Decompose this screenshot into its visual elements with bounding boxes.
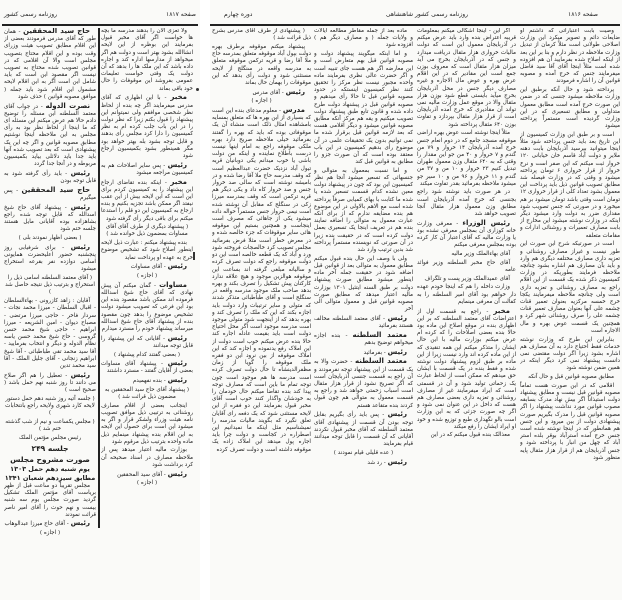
separator: -	[65, 521, 71, 528]
speech-text: همان طور که آقای مدرس فرمودند بعضی از این اقلام مطابق تصویب هیئت وزرای وقت بوده و این اقلام محتاج بتصویب مجلس است والا آن اقلامی که در قوانین تصویب شده محتاج به تصویب نیست اگر مقصود این است که باید شامل این است اگر به این اقلام لایحه مشمول این اقلام شود باید جمله ( موافق مصوبه قوانین ) حذف شود	[4, 29, 96, 100]
paragraph: ( پیشنهادی از طرف آقای مدرس بشرح ذیل قرائت شد )	[212, 28, 311, 42]
right-page-column-2	[417, 28, 516, 548]
separator: -	[156, 361, 168, 368]
paragraph: و اما نسبت بمعمول به متوالی و جنسهائی که تسعیر میشود آنجا هم نظر کمیسیون این بود که چون در پیشنهاد دولت معین نشده کدام قسمت تسعیر شده یا شده ما کتابت با بهای کمیابی صرفاً پرداخته شده است مع الاهم بالاولی در این موضوع هم بنده مضایقه ندارم که از برای آنکه عبارت معمول به متوالی را اضافه نمایند بنده هم در تعریف اینجا یک تسعیری بعمل دولت کرده است که در حقیقت بنده زیرا در آن صورتی که نویسنده مستمراً پرداخته شد بدین ترتیب وارد شد	[314, 167, 413, 254]
speaker-name: معتمد السلطنه	[354, 357, 408, 366]
paragraph: پرداخته شود و حال آنکه برطبق این وزارت ملاحظه میشود جنسی که در ضمن این صورت خرج آمده است مطابق معمول متداولی و مطابق تسعیری که در این وزارت گردیده است مستمراً پرداخته میشود	[520, 87, 620, 130]
speaker-name: رئیس	[70, 242, 91, 251]
separator: -	[160, 95, 171, 102]
separator: -	[277, 108, 283, 115]
paragraph: است در صورتیکه شرح این صورت این طور نیست و غیراز مصارف روشنائی و تعزیه داری مصارف مختلفه دیگری هم وارد و باید بآن مصارف هم اشاره بشود چنانچه ملاحظه فرمایند بطوریکه در وزارت کمیسیون ذکر شده یک قسمت از این اقلام راجع به مصارف روشنائی و تعزیه داری است ولی چنانچه ملاحظه میفرمایند یکجا خرج خمسه مرکزیه بعنوان تعمیر قنات چشمه علی آنها بعنوان مصارف تعمیر قنات چشمه علی را صرف روشنائی شهر کرد و همچنین یک قسمت عوض بهره و مال الاجاره است	[520, 241, 620, 334]
speech-text: آقای سید المحققین	[117, 471, 162, 478]
separator: -	[160, 335, 168, 342]
column-divider	[98, 28, 100, 528]
left-page-column-right	[101, 28, 193, 573]
speaker-paragraph	[101, 282, 193, 333]
speaker-paragraph	[4, 520, 96, 528]
right-page-header	[214, 8, 618, 22]
speaker-name: رئیس	[387, 410, 407, 419]
paragraph: آقایان : زاهد کازرونی - بهاءالسلطان - اقبال السلطان - میرزا محمد نجات - سردار فاخر - حاجی میرزا مرتضی - مصباح دیوان - امین الشریعه - میرزا ابراهیم - حاجی شیخ محمد حسن گروسی - حاج شیخ محمد حسن یاسه نظام الدوله و دیگر و انتخاب بفرمایید - آقا سید محمد تقی طباطبائی - آقا شیخ ابراهیم زنجانی - آقای جلیل الملک - آقا سید محمد تدین	[4, 298, 96, 369]
speaker-name: مخبر	[170, 93, 187, 102]
speaker-paragraph	[4, 103, 96, 169]
speaker-paragraph	[314, 411, 413, 448]
separator: -	[55, 244, 71, 251]
separator: -	[161, 179, 171, 186]
speech-text: در جواب آقای معتمد السلطنه این مسئله را توضیح دادم حالا هم عرض میکنم این مسئله ای که ما اینجا از لحاظ نظر بود به رأی مجلس به این ملاحظه اینجا نوشتیم مطابق مصوبه قوانین و اگر چه این یک پیشنهادی است که بعد تصویب شده آنها باید جدا باید دلائلی بیاید بکمیسیون مربوطه و در آنجا جدا گردد	[4, 103, 96, 168]
speaker-paragraph	[417, 220, 516, 250]
left-page-number: صفحه ۱۸۱۷	[165, 11, 196, 18]
speaker-paragraph	[101, 94, 193, 160]
speaker-paragraph	[101, 263, 193, 271]
session-heading: جلسه ۲۴۹	[31, 443, 69, 453]
paragraph: بوزارت مالیه اعتبار میدهد پس از ملاحظه مصارف در اسناد صحیحه آن کرد برداشت شود	[101, 447, 193, 468]
procedural-note: ( بعضی گفتند کدام پیشنهاد )	[113, 351, 181, 358]
separator: -	[162, 471, 168, 478]
speaker-name: مخبر	[493, 306, 510, 315]
speaker-name: رئیس	[167, 160, 187, 169]
separator: -	[481, 308, 494, 315]
paragraph: بنده پیشنهاد میکنم : عبارت ذیل لایحه اینطور اصلاح شود که تشخیص موضوع خرج به عهده او پرداخت نماید	[101, 240, 193, 261]
speech-text: آقایانی که این پیشنهاد را قابل توجه میدانند	[101, 335, 193, 349]
speaker-paragraph	[314, 349, 413, 357]
speaker-name: رئیس	[387, 457, 407, 466]
procedural-note: ( جلسه آتیه روز شنبه دهم حمل دستور لایحه کارد شهری ولایحه راجع بانتخابات )	[5, 395, 95, 417]
speaker-name: حاج سید المحققین	[21, 185, 90, 194]
right-header-rule	[210, 24, 620, 26]
speech-text: بنده اجازه میخواهم توضیح بدهم	[314, 332, 413, 347]
paragraph: اینجانب بعضی از اقلام مصارف روشنائی به ترتیبی ذیل موافق تصویب نامه هیئت وزراء ولشکر قرار و اگر به میشود این است برای حصول این لایحه به این اقلام بنده پیشنهاد مینمایم ذیل ماده واحده بترتیب ذیل مرقوم شود	[101, 402, 193, 445]
speaker-name: رئیس	[167, 376, 187, 385]
speaker-name: رئیس	[70, 519, 90, 528]
separator: -	[38, 103, 46, 110]
speaker-name: رئیس الوزراء	[462, 218, 510, 227]
scan-mark	[196, 88, 199, 91]
speaker-paragraph	[101, 335, 193, 350]
speaker-name: مدرس	[282, 106, 305, 115]
separator: -	[151, 282, 160, 289]
speaker-paragraph	[101, 377, 193, 385]
right-page-column-1	[520, 28, 620, 548]
paragraph: در هر صورت باید نوشته شود راجع بجنسی که خرج آمده آذربایجان است مطابق وزن معمول هزار مثقال آنجا تصویب خواهد شد	[417, 189, 516, 218]
paragraph: آقای بهاءالملک وزیر مالیه	[451, 251, 510, 258]
speaker-name: رئیس	[70, 202, 90, 211]
procedural-note: ( بعضی اظهار نمودند بلی )	[18, 234, 82, 241]
speaker-name: مخبر	[170, 177, 188, 186]
procedural-note: ( پیشنهاد دیگری از طرف آقای آقای مساوات بمضمون ذیل خوانده شد )	[105, 224, 189, 238]
speech-text: باید رأی گرفته شود به قابل توجه بودن	[4, 170, 96, 185]
speech-text: آقای مساوات	[130, 264, 162, 271]
speaker-name: مساوات	[159, 280, 187, 289]
separator: -	[161, 162, 168, 169]
speaker-name: نصرت الدوله	[45, 101, 90, 110]
speaker-name: رئیس	[167, 262, 187, 271]
speaker-paragraph	[101, 179, 193, 223]
paragraph: ولا تعزی الآن را بدهند مدرسه ما بچه ها خواست اگر آقای مخبر قبول بفرمایند این بوظره از این لایحه انشاالله بشود بهتر است و دولت هم اگر میخواهد از مدارسها اداره کند و اجاره داده باشد که این ملک ها را بدهد که آن دولت یک وقتی خواست تعلیمات عمومی بفروشد این موقوفات را حال خود باقی بماند	[101, 28, 193, 92]
procedural-note: ( آقای معتمد السلطنه اسامی ذیل را استخراج و بترتیب ذیل نتیجه حاصل شد )	[5, 275, 95, 296]
speaker-paragraph	[212, 89, 311, 97]
speech-text: اینکه بنده تقاضای ارجاع این پیشنهاد را به کمیسیون کردم برای این است که این لایحه بیش از این عقب نیفتد اگر ممکن باشد تجزیه بکنیم و بنده ارجاع به کمیسیون این دو قلم را استدعا میکنم برای باقی دیگر رأی گرفته شود	[101, 179, 193, 222]
speaker-name: رئیس	[70, 168, 91, 177]
speaker-name: رئیس	[167, 469, 187, 478]
speech-text: پیشنهاد آقای مساوات بعضی از آقایان گفتند - مسترد داشتند	[101, 361, 193, 375]
speaker-paragraph	[4, 204, 96, 234]
paragraph: آقای عمیدالملک وزیر پست و تلگراف	[424, 275, 510, 282]
separator: -	[382, 349, 388, 356]
speech-text: تعطیل را هم اگر صلاح می دانند تا روز شنبه نهم حمل باشد ( صحیح است )	[4, 372, 96, 394]
speaker-paragraph	[101, 360, 193, 375]
paragraph: معذالک بنده قبول میکنم که در این	[430, 432, 510, 439]
paragraph: ولی با وصف این حال بنده قبول میکنم مطابق معمول به متوالی بعد از قوانین قبل اضافه شود در حقیقت جمله آخر ماده اینطور میشود مطابق صورت پیشنهاد دولت بر طبق السنه ایتئیل ۱۳۰۱ بوزارت مالیه اعتبار میدهد که مطابق صورت مصوبه قوانین قبل و معمول متوالی الی آخر	[314, 255, 413, 313]
speaker-name: رئیس	[70, 370, 90, 379]
scan-mark	[193, 252, 195, 260]
speaker-paragraph	[314, 332, 413, 347]
separator: -	[382, 459, 388, 466]
speaker-paragraph	[4, 187, 96, 202]
speech-text: معلوم مدعای بنده این است که بسیاری از این بهره ها که متعلق بمسایه بامشاهده امثال ذلک است منشاء آن یک موقوفاتی بوده که باید که بهره را گفتند بفرمائید خیلی ملاحظه صریح دارد بهره ملکی موقوفه راجع به امام اینها نیست درست باطلاع نماینده و اینکه من دولت باشی یا خوب میدانم یکی دوبانیان قریه تیول آباد نزدیک حضرت عبدالعظیم است که وقف مدرسه حاج ملا آقا رضا شده و در بامیشه نوشته است که سالی صد خروار جنس و صد خروار کاه داد و یکی دیگر هم قریه ترکمن است که وقف بمدرسه میرزا زکی در سنگلج که مقابل آن نوشته شده است نیمی خروار جنس مستمراً حواله داده میشود یکی از جاهائی که مصرف است اینجاست و همچنین بستیم این موقوفه هائی سایر موقوفات که جزء خالصه شده و در معرض خطر است مثلا فرض بفرمائید مجلس تصویب کرد خالصجات فروخته شود ورد و آباد که یک قطعه خالصه است این دو دولت موقوفه راجع که دولت تصرف کرده و سالیانه مبلغی گرفته اند بساعت این موقوفه هوالزین موجود و هیچ علاقه ندارد کارکنان پیش تشکیل را تصرف بکند و بهره بدهد صاحب ملک موجود مدرسه واقعه در سنگلج است و آقای طباطبائی متذکر شدند که متولی و سایر ترتیبات وارد دولت باید اجازه بکند که این که ملک را تصرف کند و بهره بدهد که از اینجهت شود متولی موجود است مدرسه موجود است اگر محل احتیاج دولت است باید بقیمت عادله اجاره کند حالا بنده عرض میکنم خوب است دولت از این املاک رفع یدنموده و اجازه کند که این املاک موقوفه از بین نرود این دو فقره ملک موقوفه را گویا از زمان مظفرالدینشاه تا حال دولت تصرف کرده است مدرسه ها هم موجود است چون توجه تمام ما باین است که مصارف توجه پیدا کند بنده تقاضا میکنم حال خودمان را به خودشان واگذار کنند خوب است آقای مخبر قبول بفرمایند این دو فقره از این لایحه مستثنی شود که یک دفعه رای آقایان تعلق نگیرد که بگویند مالیات مدرسه را نمیشناسیم مثل اینکه ما نمیدانیم این اصطراره در کجاست و دولت چرا باید اجاره پول میدهد این املاک زاده یک موقوفه داشته است و دولت تصرف کرده	[212, 108, 311, 453]
speaker-paragraph	[101, 162, 193, 177]
speech-text: با این اظهاری که آقای مدرس میفرمایند اگر چه بنده از لحاظ نظر شخصی موافقم ولی نمیتوانم این پیشنهاد را قبول بکنم زیرا که نظر دولت را در این باب جلب کرده ام به نظر کمیسیون را دارا کرد مجلس رأی بدهند و قابل توجه بشود بله بهتر خواهد بود مگر همینطور بشود بکمیسیون ارجاع شود	[101, 95, 193, 159]
speaker-name: رئیس	[167, 333, 187, 342]
right-page-column-3	[314, 28, 413, 563]
separator: -	[162, 378, 168, 385]
paragraph: وزارت داخله را هم که اینجا خودم عهده دار خواهم بود آقای امیر السلطنه را به کفالت آن معرفی مینمایم	[417, 284, 516, 305]
speech-text: راجع به قسمت اول از اعتراضات آقای معتمد السلطنه که بر این اظهاری بنده در موقع اصلاح این ماده بود حالا بنده بعضی اصلاحات را که کرده ام عرض میکنم بوزارت مالیه با این حال ایشان را متذکر میکنم این همه تنقیدی که از این ماده کرده اند وارد نیست زیرا از این ماده بر طبق لزوم پیشنهاد دولت نوشته شده و فقط بنده در یک قسمت با ایشان حق میدهم که ممکن است از لحاظ عبارت یک زحماتی تولید شود و آن در قسمتی است که ایراد میفرمایند غیر از مصارف روشنائی و تعزیه داری بعضی مصارف هم هست که داخل در این عنوان نمی شود و اگر چه صورت جزئی که به این وزارت است بالو نگهداری طبع و توزیع شده و خود او ایراد ایشان را رفع میکند	[417, 308, 516, 430]
session-heading: صورت مشروح مجلس	[10, 454, 90, 464]
paragraph: رئیس مجلس مؤتمن الملک	[18, 434, 82, 441]
paragraph: پیشنهاد میکنم موقوفه برطرف بهره دولت بپول آباد موقوفه متعلق بمدرسه حاج ملا آقا رضا و قریه ترکمن موقوفه متعلق به مدرسه واقعه در سنگلج از لایحه مستثنی شود و دولت رأی بدهد که این موقوفات را بهمان حال بماند	[212, 43, 311, 86]
session-heading: یوم شنبه دهم حمل ۱۳۰۳	[10, 464, 90, 473]
speech-text: پس سایر اصلاحات هم به کمیسیون مراجعه میشود	[101, 162, 193, 176]
speech-text: بنده نفهمیدم	[132, 378, 162, 385]
speech-text: پس میگیرم	[4, 187, 96, 201]
procedural-note: ( پیشنهاد آقای حاج سید المحققین به مضمون ذیل قرائت شد )	[104, 386, 190, 401]
separator: -	[12, 187, 22, 194]
left-page	[0, 0, 200, 600]
speaker-paragraph	[4, 244, 96, 274]
speech-text: پس باید رأی بگیریم بقابل توجه بودن آن قسمت از پیشنهادی آقای معتمد السلطنه که آقای مخبر قبول نکردند آقایانی که آن قسمت را قابل توجه میدانند قیام بفرمایند	[314, 412, 413, 448]
speaker-paragraph	[4, 372, 96, 395]
paragraph: ماده بعد از جمله مقاطر مطالعه ایالات و ولایات جمله ( و مصارف دیگر هم ) افزوده شود	[314, 28, 413, 49]
separator: -	[61, 204, 71, 211]
paragraph: بنابراین این طرح که وزارت نوشته خدمات فقط احتیاج دارد به آن مصارف هم اشاره بشود زیرا اگر دولت مقتضی نمی دانست پیشنهاد نمی کرد دیگر اینکه در همین ضمن نوشته شود	[520, 336, 620, 372]
right-page-volume: دوره چهارم	[224, 11, 253, 18]
speaker-paragraph	[314, 358, 413, 409]
separator: -	[340, 332, 353, 339]
speech-text: برای شرفیابی روز پنجشنبه حضور اعلیحضرت همایونی اسامی دوازده نفر بقرعه استخراج میشود	[4, 244, 96, 273]
separator: -	[61, 170, 71, 177]
speech-text: معرفی وزارت خانه کوزاری آن بمجلس معرفی نشده بود یا وزارت مالیه که آقای اعتبار آن کار کرده بوده بمجلس معرفی میکنم	[417, 220, 516, 249]
speech-text: گمان میکنم آن پیش نهادی که آقای حاج شیخ اسدالله فرموده اند ممکن باشد مقصود بنده این بود این فرعی که تصویب میشود دولت تشخیص موضوع را بدهد چون مقصود بنده از پیشنهاد آقای حاج شیخ اسدالله میرساند پیشنهاد خودم را مسترد میدارم	[101, 282, 193, 332]
speech-text: آقای معتمد السلطنه مخالف هستند بفرمائید	[314, 315, 413, 330]
separator: -	[16, 29, 24, 35]
separator: -	[347, 359, 355, 366]
speaker-paragraph	[212, 107, 311, 454]
speaker-name: رئیس	[285, 87, 305, 96]
procedural-note: ( اجازه )	[251, 98, 272, 105]
session-heading: مطابق سیزدهم شعبان ۱۳۴۱	[4, 473, 96, 482]
procedural-note: ( مجلس یکساعت و نیم از شب گذشته ختم شد )	[5, 418, 95, 433]
separator: -	[380, 315, 388, 322]
speech-text: حضرت والا به یک قسمت از این پیشنهاد توجه نفرمودند و آن راجع به قسمت جنسی آذربایجان است که اگر تصریح نشود از قرار هزار مثقال است اسباب زحمتی خواهد شد و راجع به قسمت معمول به متوالی هم چون قبول کردند بنده متقاعد هستم	[314, 359, 413, 409]
speaker-paragraph	[4, 170, 96, 185]
separator: -	[61, 372, 71, 379]
paragraph: و اما اینکه میگویند پیشنهاد دولت و مصوبه قوانین قبل بهم متعارض است و این معارضه اگر هم هست جای تنبیه است و اگر حضرت عالی نظری بفرمایند ماده واحده مجبور نیست نظر مرکز را تحقیق کنند نظر کمیسیون اینستکه در حدود مصوبه قوانین قبل تا حالا رأی میدهیم و مصوبه قوانین قبل در پیشنهاد دولت طرح داده شده و قانون تابع طبق پیشنهاد دولت تصویب میکنیم و یقه هم مرکز آنکه مطابق مصوبه قوانین میشود و دیگر اقلامی هست که بعد لازمه قوانین قبل برقرار شده ما نمی توانیم بدون یک تحقیقات علمی در آن موضوع رأی بدهیم کمیسیون در این باب معتقد بوده است که آن صورت جزو را مطابق به قوانین قبل کند	[314, 51, 413, 166]
speaker-name: رئیس	[387, 313, 407, 322]
right-page-title: روزنامه رسمی کشور شاهنشاهی	[385, 11, 468, 18]
right-page	[210, 0, 622, 600]
speaker-paragraph	[314, 459, 413, 467]
speech-text: رد شد	[367, 459, 382, 466]
speaker-name: رئیس	[167, 359, 187, 368]
separator: -	[280, 89, 286, 96]
paragraph: مجلس تقریباً دو ساعت قبل از ظهر بریاست آقای مؤتمن الملک تشکیل گردید صورت مجلس یوم سه شنبه بیست و نهم حوت را آقای امیر ناصر قرائت نمودند	[4, 482, 96, 518]
separator: -	[452, 220, 463, 227]
separator: -	[162, 264, 168, 271]
left-page-header	[4, 8, 196, 22]
speaker-paragraph	[314, 315, 413, 330]
left-page-title: روزنامه رسمی کشور	[4, 11, 58, 18]
speaker-name: رئیس	[387, 347, 407, 356]
speaker-paragraph	[417, 308, 516, 431]
procedural-note: ( اجازه )	[39, 530, 61, 537]
paragraph: مثلاً اینجا نوشته است عوض بهره اراضی موقوفه مسجد جامع که در دوم انعام جنس خرج آمده آذربایجان ۱۴ خروار و ۷۹ من گندم و ۷ خروار و ۴۰ من جو این مقدار را وقتی که به ۶۴۰ مثقال وزن معمول طهران تبدیل کنیم ۲۳ خروار و ۱۰ من و ۳۷ من گندم و ۱۱ خروار و ۹۶ من و ۱۰ سیر جو میشود ملاحظه بفرمائید بقدر تفاوت میکند	[417, 130, 516, 187]
separator: -	[378, 412, 388, 419]
paragraph: است و بر طبق این وزارت کمیسیون از این تاریخ بعد باید جنس پرداخته شود مثلاً اینجا میتوانید بپرسید آذربایجان بابت دهنه ملایر و دولت آباد قاسم خان خیابانی ۱۲۰ خروار ثبت میکنم که این صفر است و نرخ خروار از قرار خرواری ۶ تومان پرداخته میشود و وقتی که در وزارت فیصله شد مطابق تصویب قوانین ذیل باید پرداخت این معمول بشود تعداد کلی از قرار خرواری ۱۲ تومان است وقتی باشد تومان میشود بر هم میخورد و در صورتی که جنس تصویب شود مقداری ضرر به دولت وارد میشود دیگر اینکه در وزارت نوشته میشود این مخارج از بابت مصارف تعمیرات و روشنائی ادارات و مقامات متعلقه	[520, 131, 620, 239]
speaker-paragraph	[101, 471, 193, 479]
paragraph: آقای حاج مخبر السلطنه وزیر فوائد عامه	[417, 259, 516, 273]
right-page-column-4	[212, 28, 311, 563]
procedural-note: ( اجازه )	[136, 273, 158, 279]
speech-text: پیشنهاد آقای حاج شیخ اسدالله که قابل توجه شده راجع بشاهزاده بوده آقایانی مایل هستند جلسه ختم شود	[4, 204, 96, 233]
speaker-name: حاج سید المحققین	[23, 28, 90, 35]
page-gutter	[200, 0, 210, 600]
speech-text: بفرمائید	[363, 349, 382, 356]
speaker-name: معتمد السلطنه	[352, 330, 407, 339]
right-page-number: صفحه ۱۸۱۶	[567, 11, 598, 18]
speaker-paragraph	[4, 28, 96, 101]
paragraph: اقلامی که در این صورت هست تماماً مصوبه قوانین قبل نیست و مطابق پیشنهاد دولت استیذاناً اگر بیش نهاد مدرک بسابقه مصوب قوانین مورد نداشت پیشنهاد را اگر مصوبه قوانین قبل را مدرک بگیریم صورت پیشنهادی دولت از بین میرود و این جنس هم همانطور که در اینجا نوشته شده است جنس خرج آمده استرآباد بوقر بلده استر آباد که چهل من انبار با پرداخته شود و جنس آذربایجان هم از قرار هزار مثقال پایه منظور شود	[520, 382, 620, 461]
paragraph: مطابق مصوبه قوانین قبل و حال آنکه	[528, 374, 614, 381]
procedural-note: ( عده قلیلی قیام نمودند )	[333, 449, 394, 456]
speech-text: آقای مدرس	[252, 89, 280, 96]
left-header-rule	[2, 24, 198, 26]
paragraph: وصیت بابت اعتباراتی که داشتم او ضایعات دائم و تصویر میکرد این وزارت اصلاحی طولانی است مثلاً کرمان از تبدیل وزارت ملاحظه در نظر دارم و بنا بر این بعد از اینکه اصلاح شده بفرمایید آن هم افزوده شده است مثلاً اینجا آقای آقا سید فاضل میفرمایند جنس که خرج آمده و مصوبه قوانین آن را اشاره فرمودند	[520, 28, 620, 85]
procedural-note: ( اجازه )	[136, 480, 158, 487]
left-page-column-left	[4, 28, 96, 573]
speech-text: آقای حاج میرزا عبدالوهاب	[4, 521, 65, 528]
paragraph: اگر این - اینجا اشکالی میکنم بمعلومات قریبه اعتراض بنده وارد باید عرض میکنم در آذربایجان معمول این است که دولت مالیات خرواری هزار مثقال دریافت میدارد و جنس که در آذربایجان بخرج می آید میزان هزار مثقال است که معروف بوزن جمع است این مقادیر که در این اقلام عرض بهره و عوض مال الاجاره و غیره مصارف دیگر جنس در محل آذربایجان بخرج میآید بایستی قطع شود بوزن هزار مثقال والا در موقع عمل وزارت مالیه نمی تواند آن مقادیری که خرج آمده آذربایجان است از قرار هزار مثقال بپردازد و تفاوت بوزن ۶۴۰ مثقال پرداخته شود	[417, 28, 516, 128]
